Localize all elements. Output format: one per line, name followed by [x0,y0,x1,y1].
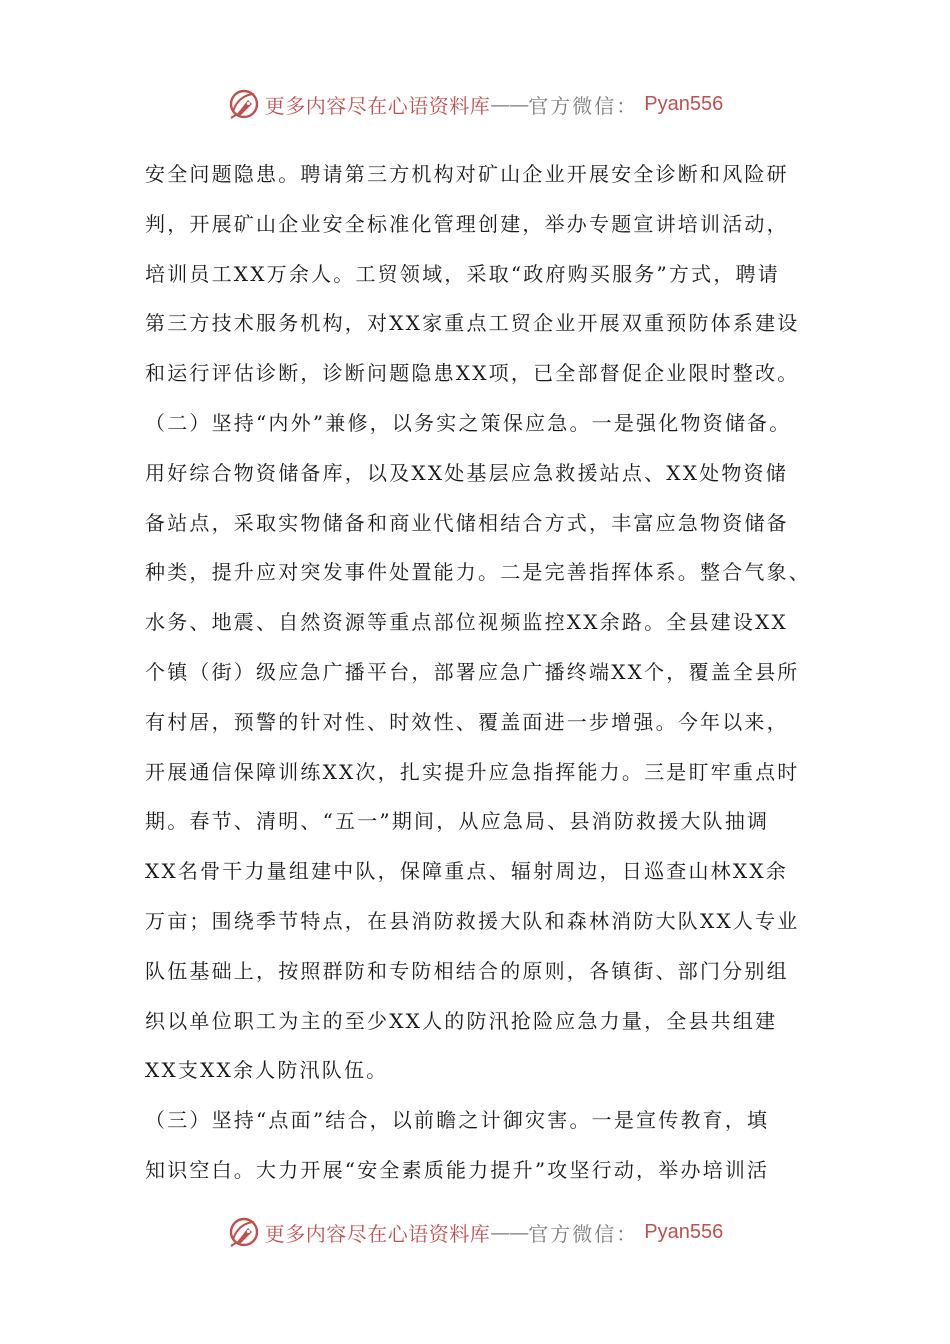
section-heading-2: （二）坚持“内外”兼修，以务实之策保应急。一是强化物资储备。 [145,410,792,435]
watermark-main-text: 更多内容尽在心语资料库 [264,93,491,118]
text-line: 万亩；围绕季节特点，在县消防救援大队和森林消防大队XX人专业 [145,908,800,933]
text-line: 培训员工XX万余人。工贸领域，采取“政府购买服务”方式，聘请 [145,261,780,286]
watermark-sub-text: 官方微信： [528,1221,639,1246]
text-line: 和运行评估诊断，诊断问题隐患XX项，已全部督促企业限时整改。 [145,361,800,386]
text-line: 判，开展矿山企业安全标准化管理创建，举办专题宣讲培训活动， [145,211,789,236]
text-line: 第三方技术服务机构，对XX家重点工贸企业开展双重预防体系建设 [145,311,800,336]
text-line: 安全问题隐患。聘请第三方机构对矿山企业开展安全诊断和风险研 [145,162,789,186]
text-line: 队伍基础上，按照群防和专防相结合的原则，各镇街、部门分别组 [145,958,789,983]
watermark-sub-text: 官方微信： [528,93,639,118]
watermark-wechat-id: Pyan556 [644,1220,724,1243]
section-heading-3: （三）坚持“点面”结合，以前瞻之计御灾害。一是宣传教育，填 [145,1108,770,1133]
document-body [145,150,815,1196]
text-line: 有村居，预警的针对性、时效性、覆盖面进一步增强。今年以来， [145,709,789,734]
pen-nib-logo-icon [227,87,261,121]
text-line: XX名骨干力量组建中队，保障重点、辐射周边，日巡查山林XX余 [145,859,788,884]
text-line: 备站点，采取实物储备和商业代储相结合方式，丰富应急物资储备 [145,510,789,535]
watermark-wechat-id: Pyan556 [644,92,724,115]
watermark-main-text: 更多内容尽在心语资料库 [264,1221,491,1246]
text-line: 知识空白。大力开展“安全素质能力提升”攻坚行动，举办培训活 [145,1157,770,1182]
watermark-dash: —— [490,1220,529,1244]
text-line: 个镇（街）级应急广播平台，部署应急广播终端XX个，覆盖全县所 [145,659,800,684]
text-line: 期。春节、清明、“五一”期间，从应急局、县消防救援大队抽调 [145,809,770,834]
pen-nib-logo-icon [227,1215,261,1249]
watermark-header [0,84,950,124]
watermark-dash: —— [490,92,529,116]
watermark-footer [0,1212,950,1252]
text-line: 开展通信保障训练XX次，扎实提升应急指挥能力。三是盯牢重点时 [145,759,800,784]
text-line: XX支XX余人防汛队伍。 [145,1058,389,1083]
text-line: 用好综合物资储备库，以及XX处基层应急救援站点、XX处物资储 [145,460,788,485]
text-line: 水务、地震、自然资源等重点部位视频监控XX余路。全县建设XX [145,610,788,635]
text-line: 织以单位职工为主的至少XX人的防汛抢险应急力量，全县共组建 [145,1008,778,1033]
text-line: 种类，提升应对突发事件处置能力。二是完善指挥体系。整合气象、 [145,560,811,585]
